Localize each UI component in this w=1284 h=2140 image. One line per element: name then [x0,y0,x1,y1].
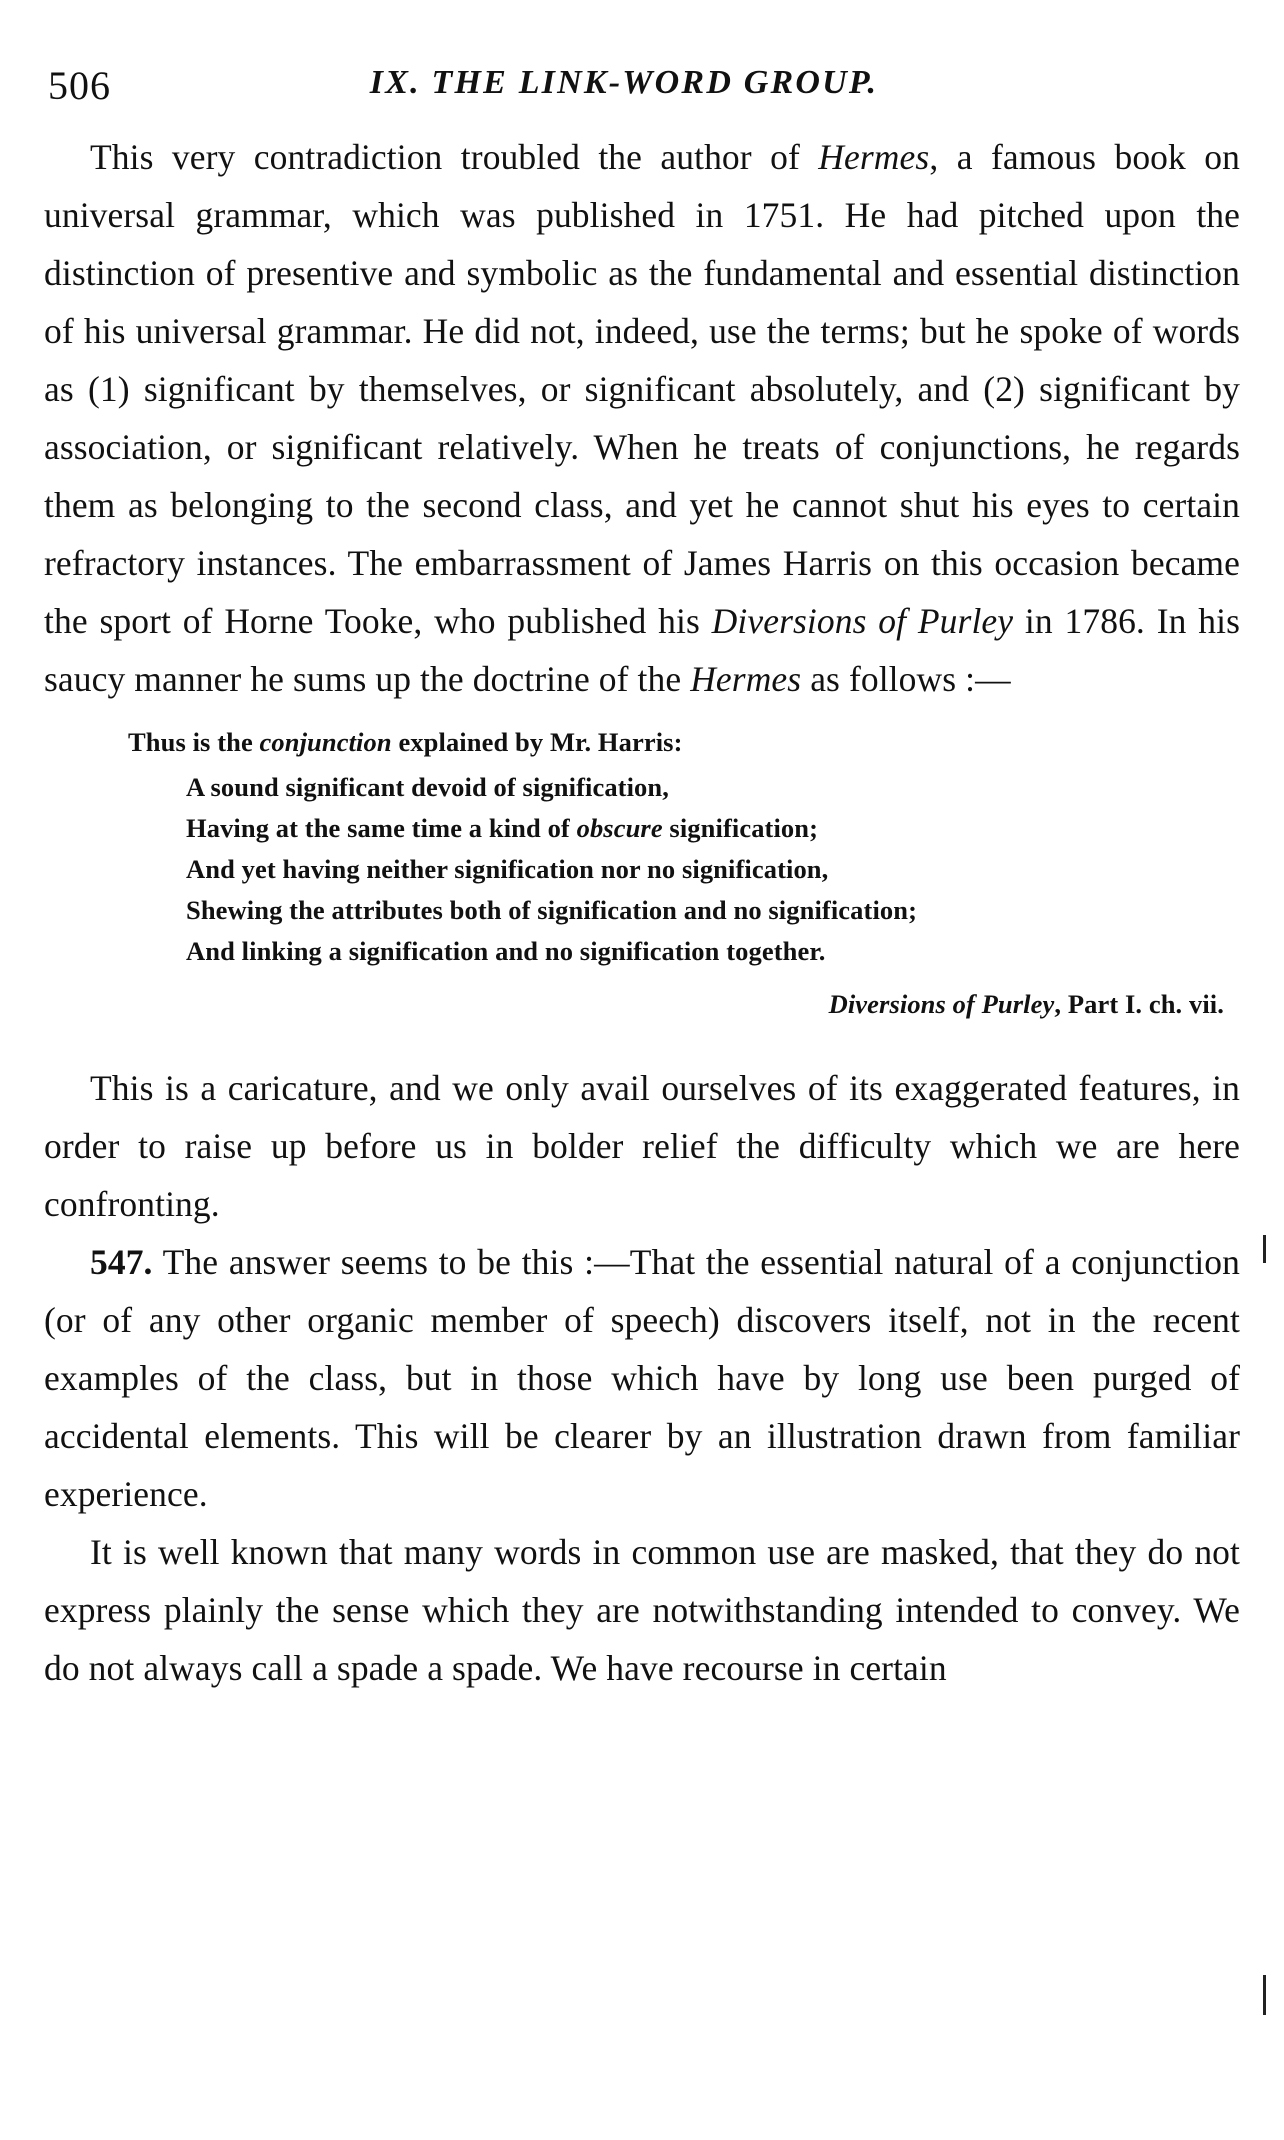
attribution-rest: , Part I. ch. vii. [1054,989,1224,1019]
p1-seg-2: , a famous book on universal grammar, which was published in 1751. He had pitched upon the distinction of presentive and symbolic as the fundamental and essential distinction of his universal grammar. He did not, indeed, use the terms; but he spoke of words as (1) significant by themselves, or significant absolutely, and (2) significant by association, or significant relatively. When he treats of conjunctions, he regards them as belonging to the second class, and yet he cannot shut his eyes to certain refractory instances. The embarrassment of James Harris on this occasion became the sport of Horne Tooke, who published his [44,137,1240,641]
verse-2-after: signification; [662,813,819,843]
verse-line [186,890,1240,931]
verse-line [186,808,1240,849]
verse-4-before: Shewing the attributes both of signification and no signification; [186,895,918,925]
verse-2-italic: obscure [576,813,663,843]
scan-edge-artifact [1263,1975,1266,2015]
quote-lead-before: Thus is the [128,727,260,757]
running-head: IX. THE LINK-WORD GROUP. [369,64,879,101]
p1-title-hermes-2: Hermes [690,659,802,699]
paragraph-2: This is a caricature, and we only avail ourselves of its exaggerated features, in order to raise up before us in bolder relief the difficulty which we are here confronting. [44,1068,1240,1224]
p1-title-diversions: Diversions of Purley [711,601,1014,641]
verse-line [186,849,1240,890]
verse-line [186,767,1240,808]
section-number: 547. [90,1242,153,1282]
page-number: 506 [48,63,111,108]
verse-2-before: Having at the same time a kind of [186,813,577,843]
verse-5-before: And linking a signification and no signification together. [186,936,826,966]
attribution-source-title: Diversions of Purley [828,989,1055,1019]
quote-lead-after: explained by Mr. Harris: [391,727,683,757]
quote-attribution [128,984,1240,1025]
quote-lead-italic: conjunction [259,727,392,757]
paragraph-3-text: The answer seems to be this :—That the essential natural of a conjunction (or of any other organic member of speech) discovers itself, not in the recent examples of the class, but in those which have by long use been purged of accidental elements. This will be clearer by an illustration drawn from familiar experience. [44,1242,1240,1514]
p1-seg-6: as follows :— [801,659,1011,699]
paragraph-1 [44,128,1240,708]
blockquote [44,722,1240,1025]
scan-edge-artifact [1263,1235,1266,1263]
p1-title-hermes: Hermes [818,137,930,177]
paragraph-3 [44,1233,1240,1523]
page-header [0,40,1284,108]
verse-block [128,767,1240,972]
p1-seg-4: in 1786. In his saucy manner he sums up the doctrine of the [44,601,1240,699]
paragraph-4: It is well known that many words in common use are masked, that they do not express plainly the sense which they are notwithstanding intended to convey. We do not always call a spade a spade. We have recourse in certain [44,1532,1240,1688]
verse-1-before: A sound significant devoid of signification, [186,772,669,802]
page-body [44,128,1240,1697]
quote-lead-in [128,722,1240,763]
p1-seg-0: This very contradiction troubled the author of [90,137,819,177]
verse-3-before: And yet having neither signification nor no signification, [186,854,829,884]
verse-line [186,931,1240,972]
